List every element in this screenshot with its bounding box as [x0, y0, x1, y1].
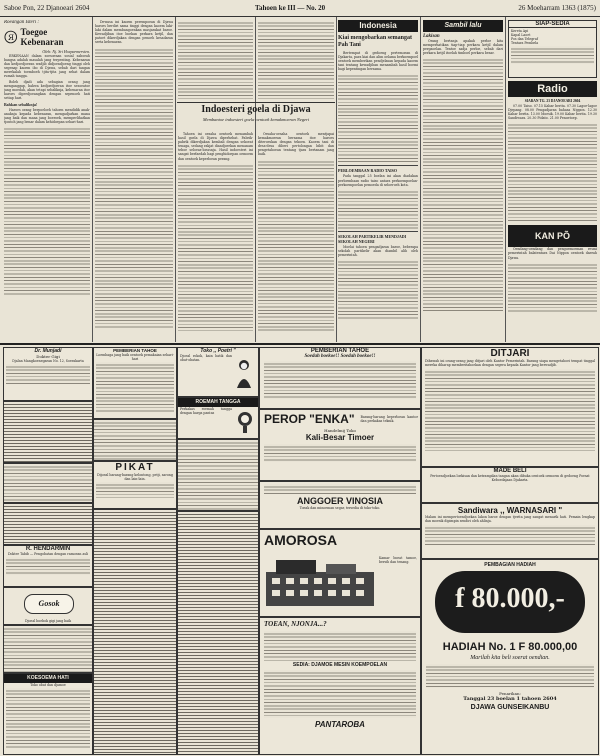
article-indoesteri-goela-cont: [258, 132, 334, 340]
ad-title: PEMBERIAN TAHOE: [310, 348, 370, 354]
body-text-block: [96, 362, 174, 412]
body-text-block: [96, 482, 174, 498]
ad-hendarmin: [3, 545, 93, 587]
ad-classified-block: [177, 439, 259, 511]
article-rule: [177, 102, 335, 103]
lamp-icon: [236, 410, 254, 438]
body-text-block: [264, 670, 416, 718]
radio-banner: Radio: [508, 81, 597, 97]
section-banner: Indonesia: [338, 20, 418, 32]
article-toegoe-kebenaran: [4, 20, 90, 340]
masthead-date-left: Saboe Pon, 22 Djanoeari 2604: [4, 4, 90, 12]
article-body: [258, 132, 334, 157]
radio-schedule-title: SIARAN TG. 23 DJANOEARI 2604: [524, 99, 581, 103]
notice-title: MADE BELI: [493, 468, 527, 474]
ad-dentist: [3, 347, 93, 401]
paragraph: Oendang-oendang dan pengoemoeman resmi pemerintah balatentara Dai Nippon oentoek daerah Djawa.: [508, 247, 597, 260]
ad-body: Dijoeal barang-barang kelontong, petji, sarong dan lain-lain.: [97, 473, 173, 482]
column-rule: [255, 17, 256, 342]
list-item: Kereta Api: [511, 29, 529, 33]
ad-body: Barang-barang keperloean kantor dan perkakas teknik.: [360, 414, 418, 423]
body-text-block: [426, 664, 594, 688]
ad-pemberian-tahoe: [93, 347, 177, 419]
ad-perop-enka: [259, 409, 421, 481]
ad-classified-block: [3, 625, 93, 673]
masthead: [0, 0, 600, 17]
section-kicker: Lakisan: [423, 34, 440, 39]
ad-body: Dokter Tabib — Pengobatan dengan ramoean asli: [7, 552, 89, 556]
ad-title: Gosok: [38, 599, 60, 608]
notice-body: Dibawah ini orang-orang jang ditjari oleh Kantor Pemerintah. Barang siapa mengetahoei tempat tinggal mereka diharap memberitahoekan dengan segera kepada Kantor jang berwadjib.: [425, 359, 595, 368]
body-text-block: [425, 369, 595, 451]
paragraph: Orang bertanja apakah perloe kita memperhatikan tiap-tiap perkara ketjil dalam pergaoelan. Tentoe sadja perloe, sebab dari perkara ketjil itoelah timboel perkara besar.: [423, 39, 503, 56]
ad-title: Sandiwara ,, WARNASARI ": [457, 506, 563, 515]
body-text-block: [338, 73, 418, 163]
subheading: PERLOEMBAAN RADIO TAISO: [338, 165, 418, 173]
body-text-block: [264, 444, 416, 462]
body-text-block: [6, 557, 90, 575]
svg-text:Я: Я: [7, 32, 15, 42]
ditjari-notice: [421, 347, 599, 467]
article-indoesteri-goela: [178, 132, 253, 340]
paragraph: Pada tanggal 25 boelan ini akan diadakan perloembaan radio taiso antara perkoempoelan-perkoempoelan pemoeda di seloeroeh kota.: [338, 174, 418, 187]
ad-gosok: [3, 587, 93, 625]
ad-body: Malam ini mempertoendjoekan lakon baroe dengan tjerita jang sangat menarik hati. Pemain lengkap dan moesik dipimpin sendiri oleh ahlinja.: [425, 515, 595, 524]
ad-body: Perkakas roemah tangga dengan harga pantas: [180, 407, 232, 416]
article-title: Indoesteri goela di Djawa: [201, 104, 311, 115]
section-kicker: Roeangan Isteri :: [4, 20, 39, 25]
ad-body: Loembaga jang baik oentoek pemakaian sehari-hari: [96, 353, 174, 362]
body-text-block: [4, 126, 90, 296]
column-rule: [505, 17, 506, 342]
section-divider: [0, 343, 600, 345]
radio-schedule: [508, 104, 597, 120]
article-headline: Kiai mengobarkan semangat Pah Tani: [338, 35, 413, 48]
ad-toko-poetri: [177, 347, 259, 397]
lottery-amount: f 80.000,-: [455, 583, 565, 614]
body-text-block: [511, 46, 594, 64]
body-text-block: [423, 57, 503, 312]
article-body: [423, 39, 503, 55]
ad-title: AMOROSA: [264, 532, 338, 548]
paragraph: Dewasa ini kaoem perempoean di Djawa haroes berdiri sama tinggi dengan kaoem laki-laki dalam membangoenkan masjarakat baroe. Kewadjiban itoe boekan perkara ketjil, dan patoet dikerdjakan dengan penoeh kesadaran serta kebenaran.: [95, 20, 173, 45]
kanpo-body: [508, 247, 597, 259]
ad-anggoer-vinosia: [259, 481, 421, 529]
ad-title: TOEAN, NJONJA...?: [264, 620, 327, 628]
subheading: SEKOLAH PARTIKELIR MENDJADI SEKOLAH NEGERI: [338, 231, 418, 244]
body-text-block: [425, 525, 595, 545]
body-text-block: [508, 262, 597, 312]
paragraph: 07.00 Taiso. 07.15 Kabar berita. 07.30 Lagoe-lagoe Djepang. 08.00 Pengadjaran bahasa Nippon. 12.30 Kabar berita. 13.00 Moesik. 19.00 Kabar berita. 19.30 Sandiwara. 20.30 Pidato. 21.00 Penoetoep.: [508, 104, 597, 121]
ad-classified-listings: [93, 509, 177, 755]
ad-address: Kali-Besar Timoer: [305, 433, 375, 442]
paragraph: Bertempat di gedoeng pertemoean di Djakarta, para kiai dan alim oelama berkoempoel oentoek memberikan pendjelasan kepada kaoem tani tentang kewadjiban menambah hasil boemi bagi kepentingan bersama.: [338, 51, 418, 72]
ad-amorosa: [259, 529, 421, 617]
column-rule: [92, 17, 93, 342]
woman-illustration-icon: [234, 358, 254, 388]
ad-subtitle: Soedah boekoe!! Soedah boekoe!!: [304, 354, 376, 359]
ad-body: Toeak dan minoeman segar, tersedia di toko-toko.: [299, 506, 381, 510]
ad-title: ROEMAH TANGGA: [178, 398, 258, 407]
list-item: Kapal Laoet: [511, 33, 531, 38]
list-item: Pos dan Telegraf: [511, 37, 538, 42]
lottery-subtitle: Marilah kita beli soerat oendian.: [470, 655, 550, 661]
paragraph: Haroes orang berpoeloeh tahoen mendidik anak-anaknja kepada kebenaran, mengadjarkan mana jang baik dan mana jang boeroek, memperlihatkan tjontoh jang benar dalam kehidoepan sehari-hari.: [4, 107, 90, 124]
body-text-block: [95, 47, 173, 329]
body-text-block: [258, 20, 334, 100]
article-body: [4, 54, 90, 124]
notice-title: DITJARI: [490, 348, 530, 359]
body-text-block: [6, 688, 90, 748]
body-text-block: [264, 484, 416, 494]
article-continued: [95, 20, 173, 340]
body-text-block: [178, 163, 253, 331]
article-body: [338, 51, 418, 71]
subheading: Bahkan sebaliknja!: [4, 101, 38, 107]
ad-roemah-tangga: [177, 397, 259, 439]
ad-title: PEMBERIAN TAHOE: [113, 348, 157, 353]
ad-classified-listings: [177, 511, 259, 755]
section-sambil-lalu: [423, 20, 503, 340]
list-item: Tentara Pembela: [511, 41, 539, 46]
ad-body: Djalan Mangkoenegaran No. 12, Soerakarta: [12, 359, 84, 363]
article-body: [178, 132, 253, 161]
ad-classified-block: [3, 503, 93, 545]
column-rule: [420, 17, 421, 342]
gallery-notice: [421, 467, 599, 503]
lottery-title: HADIAH No. 1 F 80.000,00: [442, 641, 578, 653]
paragraph: ERKENAAN dalam soesoenan sosial saboeah bangsa adalah masalah jang terpenting. Kebenaran dan kedjoedjoeran wadjib didjoendjoeng tinggi oleh segenap kaoem ibo di Djawa, sebab dari tangan merekalah toemboeh tjita-tjita jang sehat dalam rumah tangga.: [4, 54, 90, 79]
lottery-footer-date: Tanggal 23 boelan 1 tahoen 2604: [463, 696, 557, 702]
ad-title: Dr. Munjadi: [34, 348, 62, 354]
body-text-block: [178, 20, 253, 100]
ad-body: Djoeal boebok gigi jang baik: [24, 618, 72, 623]
article-subtitle: Membantoe indoesteri goela oentoek kemakmoeran Negeri: [202, 117, 310, 122]
body-text-block: [264, 631, 416, 661]
body-text-block: [258, 159, 334, 331]
ad-body: Toko obat dan djamoe: [30, 683, 66, 687]
section-banner: Sambil lalu: [423, 20, 503, 32]
body-text-block: [264, 361, 416, 399]
body-text-block: [508, 122, 597, 222]
article-title: Toegoe Kebenaran: [20, 27, 64, 47]
article-body: [338, 174, 418, 186]
body-text-block: [338, 189, 418, 229]
ad-classified-block: [3, 463, 93, 503]
ad-title: ANGGOER VINOSIA: [296, 496, 383, 506]
siap-sedia-title: SIAP-SEDIA: [509, 21, 596, 28]
ad-title: KOESOEMA HATI: [4, 674, 92, 683]
paragraph: Boleh djadi ada sebagian orang jang menganggap, bahwa kedjoedjoeran itoe sesoeatoe jang moedah, akan tetapi sebaliknja, kebenaran itoe haroes diperdjoeangkan dengan sepenoeh hati setiap hari.: [4, 80, 90, 101]
ad-body: Djoeal rokok, kain batik dan obat-obatan.: [180, 354, 232, 363]
lottery-footer-label: Penarikan:: [499, 691, 521, 696]
right-column: [508, 20, 597, 340]
paragraph: Moelai tahoen pengadjaran baroe, beberapa sekolah partikelir akan diambil alih oleh pemerintah.: [338, 244, 418, 257]
paragraph: Oesaha-oesaha oentoek mentjapai kemakmoeran bersama itoe haroes diteroeskan dengan tekoen. Kaoem tani di desa-desa diberi pertolongan bibit dan pengetahoean tentang tjara bertanam jang baik.: [258, 132, 334, 157]
ad-subtitle: Dokter Gigi: [36, 354, 60, 359]
ad-subtitle: SEDIA: DJAMOE MESIN KOEMPOELAN: [292, 662, 388, 668]
column-rule: [336, 17, 337, 342]
body-text-block: [338, 259, 418, 319]
ad-footer: PANTAROBA: [315, 720, 365, 729]
decorative-initial-icon: [4, 30, 18, 44]
ad-classified-block: [93, 419, 177, 461]
ad-toean-njonja: [259, 617, 421, 755]
column-rule: [175, 17, 176, 342]
ad-classified-block: [3, 401, 93, 463]
masthead-date-right: 26 Moeharram 1363 (1875): [518, 4, 596, 12]
ad-body: Kamar boeat tamoe, bersih dan tenang.: [379, 556, 417, 565]
ad-sandiwara: [421, 503, 599, 559]
paragraph: Tahoen ini oesaha oentoek menambah hasil goela di Djawa diperhebat. Pabrik-pabrik dikerdjakan kembali dengan sekoeat tenaga, sedang rakjat diandjoerkan menanam teboe seloeas-loeasnja. Hasil indoesteri ini sangat berfaedah bagi penghidoepan oemoem dan oentoek keperloean perang.: [178, 132, 253, 161]
ad-koesoema-hati: [3, 673, 93, 755]
article-body: [95, 20, 173, 45]
notice-body: Pertoendjoekan loekisan dan ketrampilan tangan akan dibuka oentoek oemoem di gedoeng Poesat Keboedajaan Djakarta.: [430, 474, 590, 483]
section-indonesia: [338, 20, 418, 340]
ad-pikat: [93, 461, 177, 509]
lottery-amount-banner: [435, 571, 585, 633]
lottery-issuer: DJAWA GUNSEIKANBU: [470, 704, 550, 711]
ad-subtitle: Handelmij Toko: [324, 428, 356, 433]
article-body: [338, 245, 418, 257]
building-illustration-icon: [266, 552, 374, 606]
siap-sedia-box: [508, 20, 597, 78]
ad-hadiah-lottery: [421, 559, 599, 755]
article-byline: Oleh: Nj. Sri Hoeparmervien.: [42, 49, 90, 54]
ad-title: R. HENDARMIN: [25, 546, 71, 552]
ad-gosok-frame: [24, 594, 74, 614]
kanpo-banner: KAN PÕ: [508, 225, 597, 247]
ad-title: Toko ,, Poetri ": [200, 348, 236, 354]
siap-sedia-list: [509, 28, 596, 46]
body-text-block: [6, 364, 90, 384]
masthead-issue: Tahoen ke III — No. 20: [255, 4, 326, 12]
ad-pemberian-tahoe-2: [259, 347, 421, 409]
ad-title: PIKAT: [115, 462, 155, 473]
ad-title: PEROP "ENKA": [264, 412, 355, 426]
ad-kicker: PEMBAGIAN HADIAH: [484, 562, 536, 568]
